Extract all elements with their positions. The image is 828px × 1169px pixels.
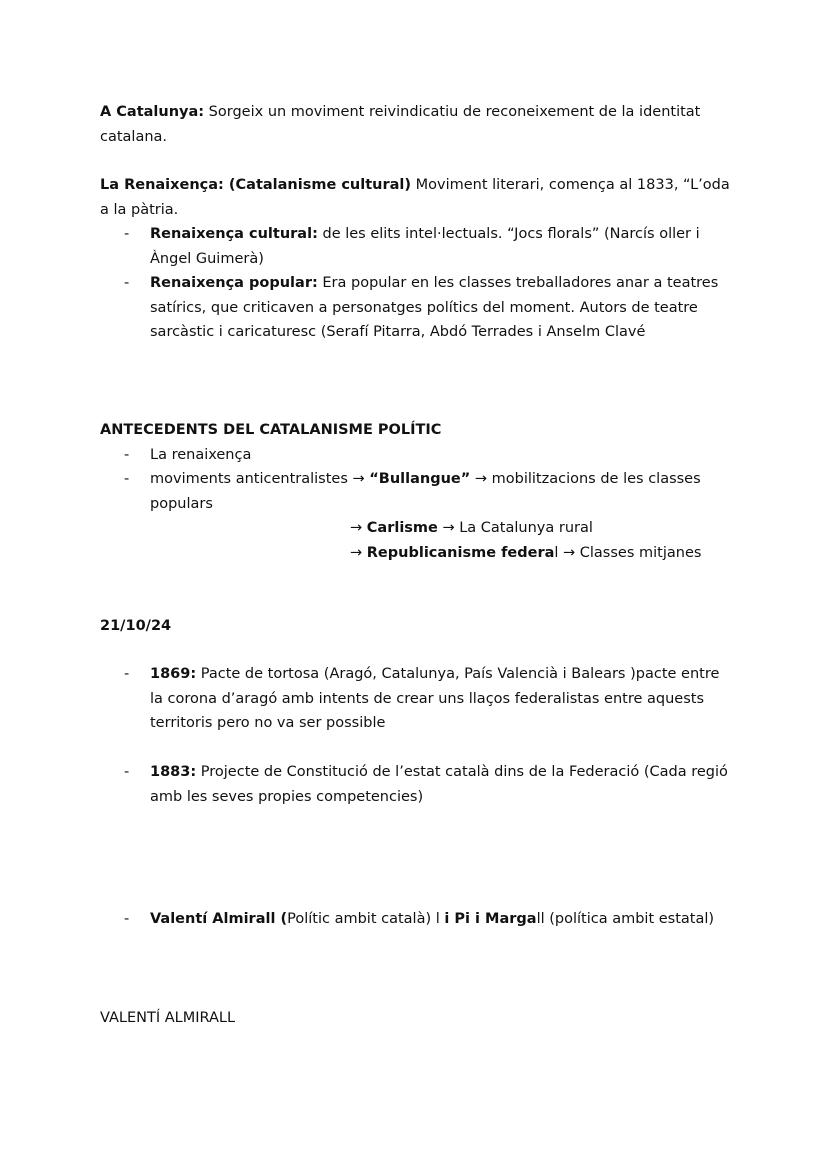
intro-label: A Catalunya: — [100, 104, 205, 120]
list-item — [100, 907, 730, 932]
list-item: - La renaixença — [100, 443, 730, 468]
antecedents-list — [100, 443, 730, 517]
arrow-bold: Carlisme — [366, 520, 438, 536]
antecedents-heading-text: ANTECEDENTS DEL CATALANISME POLÍTIC — [100, 422, 442, 438]
date-text: 21/10/24 — [100, 618, 172, 634]
antecedents-heading — [100, 418, 730, 443]
renaixenca-text: Moviment literari, comença al 1833, “L’oda a la pàtria. — [100, 177, 730, 218]
intro-paragraph — [100, 100, 730, 149]
arrow-bold: Republicanisme federa — [366, 544, 555, 561]
event-year: 1883: — [150, 764, 197, 780]
figure-text-2: ll (política ambit estatal) — [536, 911, 715, 927]
intro-text: Sorgeix un moviment reivindicatiu de reconeixement de la identitat catalana. — [100, 104, 701, 145]
item-label: Renaixença popular: — [150, 275, 318, 291]
event-text: Pacte de tortosa (Aragó, Catalunya, País Valencià i Balears )pacte entre la corona d’aragó amb intents de crear uns llaços federalistas entre aquests territoris pero no va ser possible — [150, 666, 720, 731]
list-item — [100, 271, 730, 345]
list-item — [100, 222, 730, 271]
event-year: 1869: — [150, 666, 197, 682]
renaixenca-list — [100, 222, 730, 345]
figure-bold-1: Valentí Almirall ( — [150, 911, 288, 927]
figure-bold-2: i Pi i Marga — [444, 911, 537, 927]
renaixenca-section — [100, 173, 730, 345]
arrow-line-republicanisme — [100, 541, 730, 566]
antecedents-section — [100, 418, 730, 565]
arrow-pre: → — [350, 520, 367, 536]
item-bold: “Bullangue” — [369, 471, 471, 487]
arrow-pre: → — [350, 544, 367, 561]
list-item — [100, 760, 730, 809]
event-list-1869 — [100, 662, 730, 736]
renaixenca-heading: La Renaixença: (Catalanisme cultural) — [100, 177, 411, 193]
event-text: Projecte de Constitució de l’estat català dins de la Federació (Cada regió amb les seves propies competencies) — [150, 764, 728, 805]
arrow-line-carlisme — [100, 516, 730, 541]
closing-heading: VALENTÍ ALMIRALL — [100, 1010, 236, 1026]
arrow-post: → La Catalunya rural — [437, 520, 593, 536]
item-text: de les elits intel·lectuals. “Jocs florals” (Narcís oller i Àngel Guimerà) — [150, 226, 700, 267]
figure-text-1: Polític ambit català) l — [287, 911, 445, 927]
item-text: Era popular en les classes treballadores anar a teatres satírics, que criticaven a personatges polítics del moment. Autors de teatre sarcàstic i caricaturesc (Serafí Pitarra, Abdó Terrades i Anselm Clavé — [150, 275, 719, 340]
date-heading — [100, 614, 730, 639]
arrow-post: l → Classes mitjanes — [554, 544, 702, 561]
item-pre: moviments anticentralistes → — [150, 471, 370, 487]
renaixenca-paragraph — [100, 173, 730, 222]
event-list-1883 — [100, 760, 730, 809]
item-label: Renaixença cultural: — [150, 226, 318, 242]
figures-list — [100, 907, 730, 932]
item-post: → mobilitzacions de les classes populars — [150, 471, 701, 512]
list-item — [100, 467, 730, 516]
list-item — [100, 662, 730, 736]
